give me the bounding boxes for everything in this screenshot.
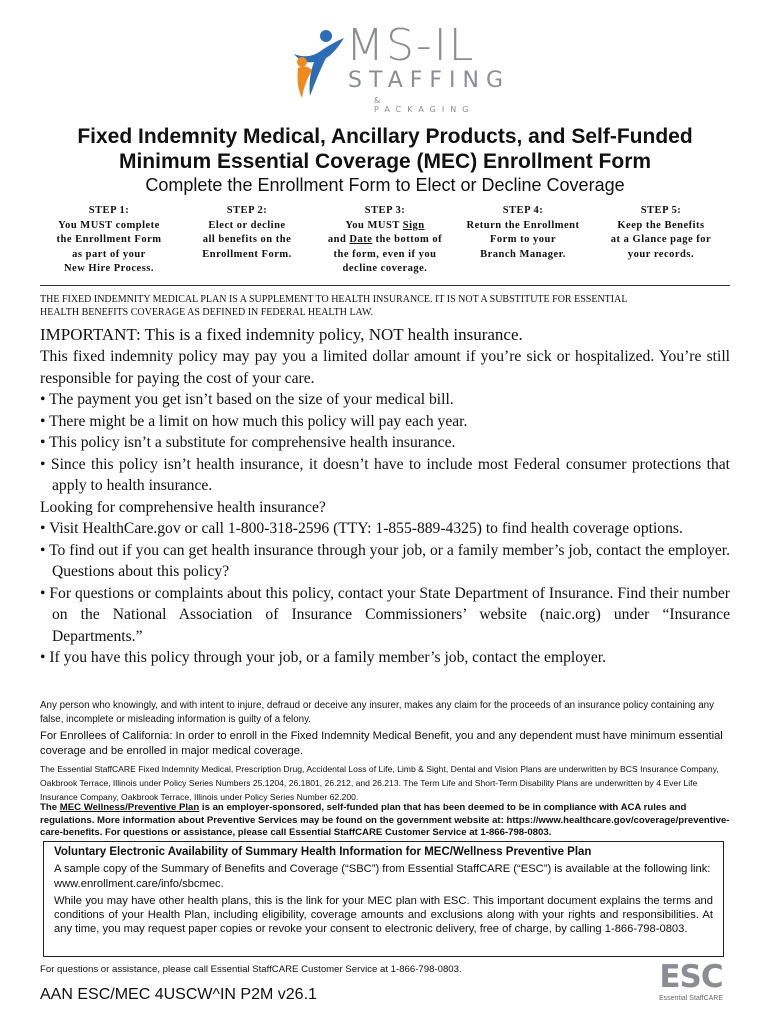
form-code: AAN ESC/MEC 4USCW^IN P2M v26.1 bbox=[40, 986, 317, 1003]
bullet-item: • To find out if you can get health insurance through your job, or a family member’s job, contact the employer. Questions about this policy? bbox=[40, 541, 730, 580]
step-line: and Date the bottom of bbox=[327, 234, 443, 245]
step-1 bbox=[40, 204, 178, 280]
step-heading: STEP 3: bbox=[364, 205, 406, 216]
important-paragraph: This fixed indemnity policy may pay you a limited dollar amount if you’re sick or hospitalized. You’re still responsible for paying the cost of your care. bbox=[40, 348, 730, 387]
bullet-item: • There might be a limit on how much this policy will pay each year. bbox=[40, 412, 468, 430]
step-line: You MUST complete bbox=[58, 219, 160, 231]
subtitle: Complete the Enrollment Form to Elect or Decline Coverage bbox=[145, 175, 625, 195]
logo-name-mid: STAFFING bbox=[348, 68, 511, 93]
step-line: the Enrollment Form bbox=[56, 234, 162, 245]
step-line: as part of your bbox=[72, 248, 146, 260]
step-heading: STEP 5: bbox=[640, 205, 682, 216]
step-line: Enrollment Form. bbox=[202, 248, 292, 260]
step-heading: STEP 1: bbox=[88, 205, 130, 216]
bullet-item: • The payment you get isn’t based on the size of your medical bill. bbox=[40, 391, 454, 408]
logo-name-top: MS-IL bbox=[346, 20, 476, 71]
figure-icon bbox=[288, 24, 348, 104]
looking-heading: Looking for comprehensive health insurance? bbox=[40, 498, 326, 516]
underwriting-notice: The Essential StaffCARE Fixed Indemnity Medical, Prescription Drug, Accidental Loss of Life, Limb & Sight, Dental and Vision Plans are underwritten by BCS Insurance Company, Oakbrook Terrace, Illinois under Policy Series Numbers 25.1204, 26.1801, 26.212, and 26.213. The Term Life and Short-Term Disability Plans are underwritten by 4 Ever Life Insurance Company, Oakbrook Terrace, Illinois under Policy Series Number 62.200. bbox=[40, 764, 719, 802]
supplement-notice bbox=[40, 293, 730, 319]
bullet-item: • For questions or complaints about this policy, contact your State Department of Insurance. Find their number on the National Association of Insurance Commissioners’ website (naic.org) under “Insurance Departments.” bbox=[40, 584, 730, 645]
step-line: decline coverage. bbox=[342, 263, 428, 274]
step-line: Return the Enrollment bbox=[466, 219, 580, 231]
step-line: your records. bbox=[627, 248, 695, 260]
step-line: the form, even if you bbox=[333, 248, 437, 260]
step-line: at a Glance page for bbox=[610, 234, 712, 245]
step-heading: STEP 2: bbox=[226, 205, 268, 216]
box-heading: Voluntary Electronic Availability of Summary Health Information for MEC/Wellness Preventive Plan bbox=[54, 846, 592, 858]
box-paragraph: A sample copy of the Summary of Benefits and Coverage (“SBC”) from Essential StaffCARE (“ESC”) is available at the following link: www.enrollment.care/info/sbcmec. bbox=[54, 863, 711, 890]
step-line: Form to your bbox=[489, 234, 557, 245]
step-line: You MUST Sign bbox=[345, 219, 425, 231]
bullet-item: • If you have this policy through your job, or a family member’s job, contact the employer. bbox=[40, 649, 606, 666]
important-section bbox=[40, 324, 730, 669]
notice-line: HEALTH BENEFITS COVERAGE AS DEFINED IN FEDERAL HEALTH LAW. bbox=[40, 307, 373, 318]
company-logo bbox=[288, 20, 511, 114]
steps-row bbox=[40, 204, 730, 280]
mec-link[interactable]: MEC Wellness/Preventive Plan bbox=[59, 802, 200, 813]
bullet-item: • Since this policy isn’t health insurance, it doesn’t have to include most Federal consumer protections that apply to health insurance. bbox=[40, 455, 730, 494]
divider bbox=[40, 285, 730, 286]
step-line: New Hire Process. bbox=[63, 263, 155, 274]
title-line-2: Minimum Essential Coverage (MEC) Enrollment Form bbox=[118, 150, 652, 173]
step-heading: STEP 4: bbox=[502, 205, 544, 216]
logo-name-bottom: & PACKAGING bbox=[374, 96, 475, 114]
california-notice: For Enrollees of California: In order to enroll in the Fixed Indemnity Medical Benefit, you and any dependent must have minimum essential coverage and be enrolled in major medical coverage. bbox=[40, 730, 723, 757]
important-heading: IMPORTANT: This is a fixed indemnity policy, NOT health insurance. bbox=[40, 325, 523, 344]
step-line: all benefits on the bbox=[202, 234, 292, 245]
title-line-1: Fixed Indemnity Medical, Ancillary Products, and Self-Funded bbox=[77, 125, 693, 148]
esc-logo-sub: Essential StaffCARE bbox=[658, 995, 724, 1002]
step-3 bbox=[316, 204, 454, 280]
esc-logo bbox=[655, 959, 727, 1004]
step-line: Keep the Benefits bbox=[617, 219, 705, 231]
step-line: Branch Manager. bbox=[480, 248, 566, 260]
step-5 bbox=[592, 204, 730, 280]
step-4 bbox=[454, 204, 592, 280]
footer-questions: For questions or assistance, please call Essential StaffCARE Customer Service at 1-866-798-0803. bbox=[40, 964, 462, 975]
esc-logo-text: ESC bbox=[659, 959, 723, 995]
mec-notice: The MEC Wellness/Preventive Plan is an employer-sponsored, self-funded plan that has been deemed to be in compliance with ACA rules and regulations. More information about Preventive Services may be found on the government website at: https://www.healthcare.gov/coverage/preventive-care-benefits. For questions or assistance, please call Essential StaffCARE Customer Service at 1-866-798-0803. bbox=[40, 802, 730, 838]
sbc-notice-box bbox=[43, 841, 724, 957]
bullet-item: • Visit HealthCare.gov or call 1-800-318-2596 (TTY: 1-855-889-4325) to find health coverage options. bbox=[40, 520, 683, 537]
step-2 bbox=[178, 204, 316, 280]
bullet-item: • This policy isn’t a substitute for comprehensive health insurance. bbox=[40, 434, 456, 451]
fraud-warning: Any person who knowingly, and with intent to injure, defraud or deceive any insurer, makes any claim for the proceeds of an insurance policy containing any false, incomplete or misleading information is guilty of a felony. bbox=[40, 700, 715, 725]
box-paragraph: While you may have other health plans, this is the link for your MEC plan with ESC. This important document explains the terms and conditions of your Health Plan, including eligibility, coverage amounts and exclusions along with your rights and responsibilities. At any time, you may request paper copies or revoke your consent to electronic delivery, free of charge, by calling 1-866-798-0803. bbox=[54, 894, 713, 936]
notice-line: THE FIXED INDEMNITY MEDICAL PLAN IS A SUPPLEMENT TO HEALTH INSURANCE. IT IS NOT A SUBSTITUTE FOR ESSENTIAL bbox=[40, 294, 628, 305]
step-line: Elect or decline bbox=[208, 219, 286, 231]
